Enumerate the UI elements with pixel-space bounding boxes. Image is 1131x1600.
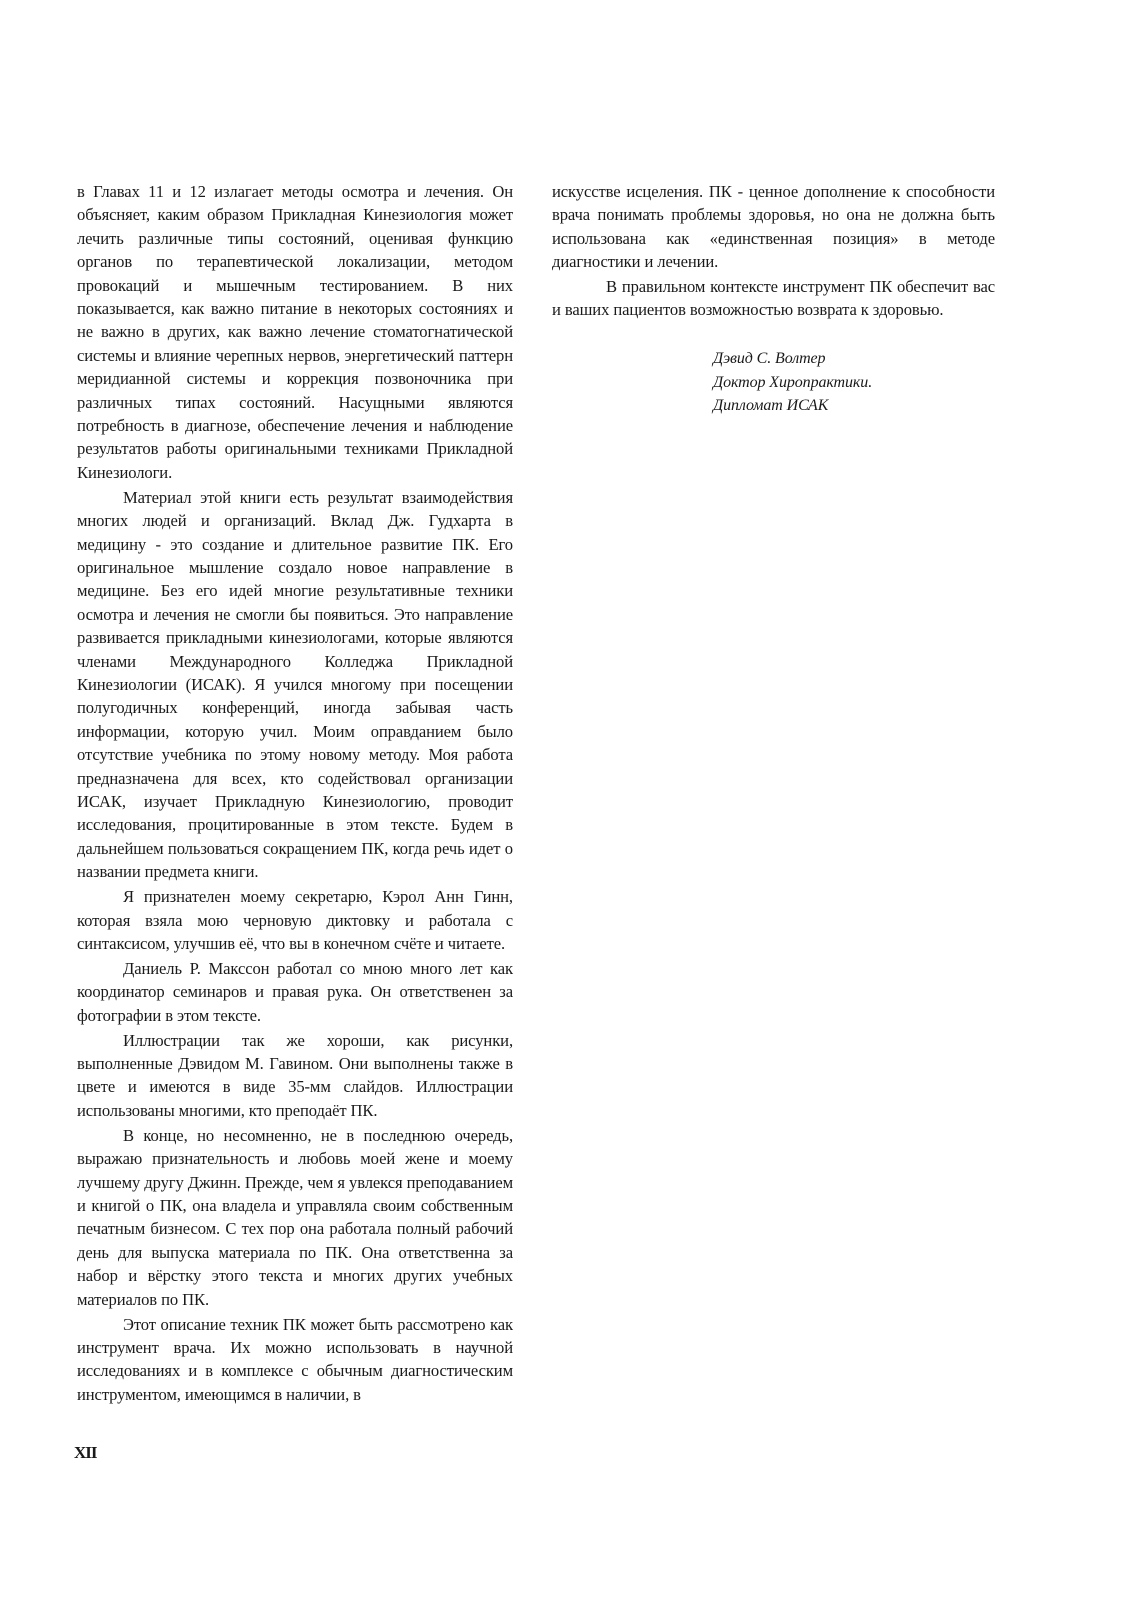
author-title: Доктор Хиропрактики. bbox=[713, 373, 873, 391]
paragraph: Этот описание техник ПК может быть рассмотрено как инструмент врача. Их можно использовать в научной исследованиях и в комплексе с обычным диагностическим инструментом, имеющимся в наличии, в bbox=[77, 1314, 513, 1404]
paragraph: в Главах 11 и 12 излагает методы осмотра и лечения. Он объясняет, каким образом Прикладная Кинезиология может лечить различные типы состояний, оценивая функцию органов по терапевтической локализации, методом провокаций и мышечным тестированием. В них показывается, как важно питание в некоторых состояниях и не важно в других, как важно лечение стоматогнатической системы и влияние черепных нервов, энергетический паттерн меридианной системы и коррекция позвоночника при различных типах состояний. Насущными являются потребность в диагнозе, обеспечение лечения и наблюдение результатов работы оригинальными техниками Прикладной Кинезиологи. bbox=[77, 182, 513, 482]
paragraph: Иллюстрации так же хороши, как рисунки, выполненные Дэвидом М. Гавином. Они выполнены также в цвете и имеются в виде 35-мм слайдов. Иллюстрации использованы многими, кто преподаёт ПК. bbox=[77, 1030, 513, 1120]
paragraph: В правильном контексте инструмент ПК обеспечит вас и ваших пациентов возможностью возврата к здоровью. bbox=[552, 276, 995, 320]
left-column bbox=[77, 180, 513, 1408]
page-number: XII bbox=[74, 1443, 97, 1462]
paragraph: Даниель Р. Макссон работал со мною много лет как координатор семинаров и правая рука. Он ответственен за фотографии в этом тексте. bbox=[77, 958, 513, 1025]
paragraph: искусстве исцеления. ПК - ценное дополнение к способности врача понимать проблемы здоровья, но она не должна быть использована как «единственная позиция» в методе диагностики и лечении. bbox=[552, 182, 995, 272]
author-signature bbox=[713, 347, 995, 418]
paragraph: Материал этой книги есть результат взаимодействия многих людей и организаций. Вклад Дж. Гудхарта в медицину - это создание и длительное развитие ПК. Его оригинальное мышление создало новое направление в медицине. Без его идей многие результативные техники осмотра и лечения не смогли бы появиться. Это направление развивается прикладными кинезиологами, которые являются членами Международного Колледжа Прикладной Кинезиологии (ИСАК). Я учился многому при посещении полугодичных конференций, иногда забывая часть информации, которую учил. Моим оправданием было отсутствие учебника по этому новому методу. Моя работа предназначена для всех, кто содействовал организации ИСАК, изучает Прикладную Кинезиологию, проводит исследования, процитированные в этом тексте. Будем в дальнейшем пользоваться сокращением ПК, когда речь идет о названии предмета книги. bbox=[77, 487, 513, 882]
paragraph: В конце, но несомненно, не в последнюю очередь, выражаю признательность и любовь моей жене и моему лучшему другу Джинн. Прежде, чем я увлекся преподаванием и книгой о ПК, она владела и управляла своим собственным печатным бизнесом. С тех пор она работала полный рабочий день для выпуска материала по ПК. Она ответственна за набор и вёрстку этого текста и многих других учебных материалов по ПК. bbox=[77, 1125, 513, 1309]
right-column bbox=[552, 180, 995, 418]
author-name: Дэвид С. Волтер bbox=[713, 350, 826, 368]
author-affiliation: Дипломат ИСАК bbox=[713, 397, 829, 415]
paragraph: Я признателен моему секретарю, Кэрол Анн Гинн, которая взяла мою черновую диктовку и работала с синтаксисом, улучшив её, что вы в конечном счёте и читаете. bbox=[77, 887, 513, 953]
